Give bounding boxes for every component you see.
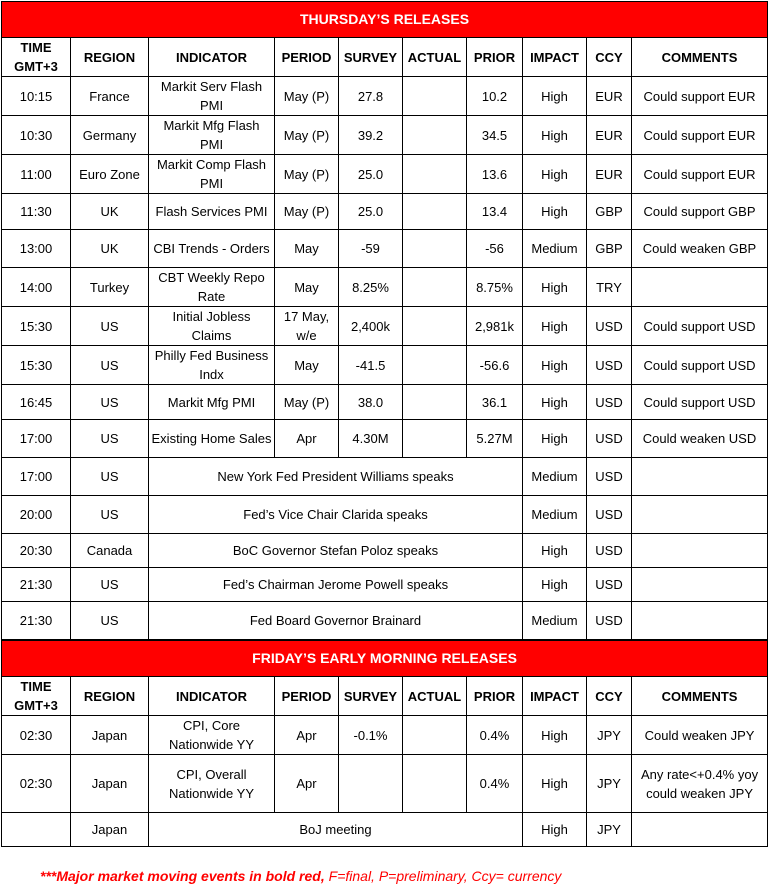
cell-time: 02:30 bbox=[2, 716, 71, 755]
column-header: TIME GMT+3 bbox=[2, 677, 71, 716]
cell-impact: High bbox=[523, 346, 587, 385]
column-header: REGION bbox=[71, 677, 149, 716]
cell-impact: Medium bbox=[523, 496, 587, 534]
event-row bbox=[2, 458, 768, 496]
section-banner bbox=[2, 641, 768, 677]
cell-time: 21:30 bbox=[2, 568, 71, 602]
cell-comments bbox=[632, 813, 768, 847]
release-row bbox=[2, 155, 768, 194]
cell-impact: High bbox=[523, 194, 587, 230]
cell-time: 20:00 bbox=[2, 496, 71, 534]
section-title: THURSDAY’S RELEASES bbox=[2, 2, 768, 38]
cell-time: 13:00 bbox=[2, 230, 71, 268]
cell-actual bbox=[403, 268, 467, 307]
cell-impact: High bbox=[523, 385, 587, 420]
cell-comments bbox=[632, 458, 768, 496]
column-header: SURVEY bbox=[339, 677, 403, 716]
cell-survey: -0.1% bbox=[339, 716, 403, 755]
cell-region: US bbox=[71, 420, 149, 458]
cell-ccy: USD bbox=[587, 385, 632, 420]
cell-impact: Medium bbox=[523, 602, 587, 640]
column-header: ACTUAL bbox=[403, 677, 467, 716]
cell-survey: 25.0 bbox=[339, 194, 403, 230]
event-row bbox=[2, 813, 768, 847]
cell-period: May (P) bbox=[275, 385, 339, 420]
column-header: ACTUAL bbox=[403, 38, 467, 77]
cell-ccy: JPY bbox=[587, 813, 632, 847]
cell-period: May bbox=[275, 230, 339, 268]
cell-prior: 8.75% bbox=[467, 268, 523, 307]
cell-ccy: EUR bbox=[587, 77, 632, 116]
cell-impact: High bbox=[523, 77, 587, 116]
header-row bbox=[2, 677, 768, 716]
cell-actual bbox=[403, 155, 467, 194]
cell-ccy: USD bbox=[587, 420, 632, 458]
cell-time: 20:30 bbox=[2, 534, 71, 568]
cell-ccy: USD bbox=[587, 496, 632, 534]
cell-region: Euro Zone bbox=[71, 155, 149, 194]
cell-time: 15:30 bbox=[2, 346, 71, 385]
cell-time: 02:30 bbox=[2, 755, 71, 813]
cell-period: May (P) bbox=[275, 116, 339, 155]
cell-region: US bbox=[71, 458, 149, 496]
cell-comments bbox=[632, 568, 768, 602]
cell-region: France bbox=[71, 77, 149, 116]
cell-ccy: JPY bbox=[587, 716, 632, 755]
cell-ccy: USD bbox=[587, 568, 632, 602]
cell-comments: Could support USD bbox=[632, 385, 768, 420]
cell-time: 11:00 bbox=[2, 155, 71, 194]
cell-survey: 4.30M bbox=[339, 420, 403, 458]
cell-region: US bbox=[71, 496, 149, 534]
cell-prior: -56 bbox=[467, 230, 523, 268]
cell-indicator: Philly Fed Business Indx bbox=[149, 346, 275, 385]
release-row bbox=[2, 716, 768, 755]
cell-actual bbox=[403, 716, 467, 755]
cell-survey: -59 bbox=[339, 230, 403, 268]
thursday-releases-table bbox=[1, 1, 768, 640]
cell-period: Apr bbox=[275, 716, 339, 755]
cell-time: 21:30 bbox=[2, 602, 71, 640]
cell-survey: 27.8 bbox=[339, 77, 403, 116]
cell-region: US bbox=[71, 346, 149, 385]
cell-comments: Could support EUR bbox=[632, 116, 768, 155]
column-header: PRIOR bbox=[467, 677, 523, 716]
cell-time: 10:30 bbox=[2, 116, 71, 155]
cell-survey: -41.5 bbox=[339, 346, 403, 385]
cell-comments: Could weaken USD bbox=[632, 420, 768, 458]
cell-indicator: Existing Home Sales bbox=[149, 420, 275, 458]
cell-comments: Any rate<+0.4% yoy could weaken JPY bbox=[632, 755, 768, 813]
cell-impact: High bbox=[523, 568, 587, 602]
cell-region: Canada bbox=[71, 534, 149, 568]
cell-period: May (P) bbox=[275, 155, 339, 194]
cell-region: US bbox=[71, 602, 149, 640]
cell-event: Fed’s Chairman Jerome Powell speaks bbox=[149, 568, 523, 602]
cell-comments: Could support USD bbox=[632, 346, 768, 385]
cell-time: 15:30 bbox=[2, 307, 71, 346]
column-header: CCY bbox=[587, 38, 632, 77]
event-row bbox=[2, 602, 768, 640]
header-row bbox=[2, 38, 768, 77]
cell-indicator: Flash Services PMI bbox=[149, 194, 275, 230]
cell-region: Japan bbox=[71, 716, 149, 755]
cell-prior: 13.6 bbox=[467, 155, 523, 194]
cell-comments bbox=[632, 534, 768, 568]
column-header: PERIOD bbox=[275, 677, 339, 716]
column-header: TIME GMT+3 bbox=[2, 38, 71, 77]
cell-survey: 38.0 bbox=[339, 385, 403, 420]
cell-actual bbox=[403, 116, 467, 155]
cell-ccy: GBP bbox=[587, 230, 632, 268]
cell-comments bbox=[632, 268, 768, 307]
release-row bbox=[2, 230, 768, 268]
cell-region: US bbox=[71, 568, 149, 602]
cell-time: 10:15 bbox=[2, 77, 71, 116]
section-title: FRIDAY’S EARLY MORNING RELEASES bbox=[2, 641, 768, 677]
cell-region: US bbox=[71, 307, 149, 346]
cell-actual bbox=[403, 346, 467, 385]
cell-ccy: TRY bbox=[587, 268, 632, 307]
cell-impact: High bbox=[523, 155, 587, 194]
release-row bbox=[2, 116, 768, 155]
column-header: PERIOD bbox=[275, 38, 339, 77]
footnote bbox=[40, 868, 561, 884]
cell-ccy: USD bbox=[587, 602, 632, 640]
release-row bbox=[2, 385, 768, 420]
cell-event: Fed Board Governor Brainard bbox=[149, 602, 523, 640]
release-row bbox=[2, 755, 768, 813]
cell-indicator: CPI, Overall Nationwide YY bbox=[149, 755, 275, 813]
cell-event: Fed’s Vice Chair Clarida speaks bbox=[149, 496, 523, 534]
cell-period: May bbox=[275, 346, 339, 385]
cell-comments bbox=[632, 602, 768, 640]
cell-time: 17:00 bbox=[2, 420, 71, 458]
cell-time: 16:45 bbox=[2, 385, 71, 420]
cell-ccy: USD bbox=[587, 307, 632, 346]
cell-indicator: Markit Serv Flash PMI bbox=[149, 77, 275, 116]
cell-survey: 2,400k bbox=[339, 307, 403, 346]
column-header: COMMENTS bbox=[632, 677, 768, 716]
cell-survey: 8.25% bbox=[339, 268, 403, 307]
release-row bbox=[2, 346, 768, 385]
cell-impact: High bbox=[523, 420, 587, 458]
section-banner bbox=[2, 2, 768, 38]
cell-period: Apr bbox=[275, 755, 339, 813]
cell-prior: -56.6 bbox=[467, 346, 523, 385]
cell-comments: Could support EUR bbox=[632, 77, 768, 116]
cell-actual bbox=[403, 755, 467, 813]
cell-region: UK bbox=[71, 230, 149, 268]
cell-indicator: CPI, Core Nationwide YY bbox=[149, 716, 275, 755]
cell-period: 17 May, w/e bbox=[275, 307, 339, 346]
cell-prior: 36.1 bbox=[467, 385, 523, 420]
cell-actual bbox=[403, 385, 467, 420]
cell-region: US bbox=[71, 385, 149, 420]
cell-ccy: JPY bbox=[587, 755, 632, 813]
release-row bbox=[2, 420, 768, 458]
cell-comments: Could support EUR bbox=[632, 155, 768, 194]
release-row bbox=[2, 307, 768, 346]
cell-comments bbox=[632, 496, 768, 534]
cell-actual bbox=[403, 230, 467, 268]
cell-region: Japan bbox=[71, 813, 149, 847]
event-row bbox=[2, 568, 768, 602]
column-header: IMPACT bbox=[523, 677, 587, 716]
cell-prior: 13.4 bbox=[467, 194, 523, 230]
column-header: SURVEY bbox=[339, 38, 403, 77]
cell-ccy: USD bbox=[587, 458, 632, 496]
cell-ccy: EUR bbox=[587, 116, 632, 155]
column-header: CCY bbox=[587, 677, 632, 716]
cell-comments: Could weaken JPY bbox=[632, 716, 768, 755]
column-header: INDICATOR bbox=[149, 677, 275, 716]
cell-impact: High bbox=[523, 268, 587, 307]
cell-indicator: CBI Trends - Orders bbox=[149, 230, 275, 268]
cell-survey: 25.0 bbox=[339, 155, 403, 194]
cell-prior: 0.4% bbox=[467, 755, 523, 813]
cell-time: 17:00 bbox=[2, 458, 71, 496]
cell-impact: Medium bbox=[523, 458, 587, 496]
cell-survey: 39.2 bbox=[339, 116, 403, 155]
cell-region: Turkey bbox=[71, 268, 149, 307]
release-row bbox=[2, 194, 768, 230]
cell-event: BoC Governor Stefan Poloz speaks bbox=[149, 534, 523, 568]
cell-region: Germany bbox=[71, 116, 149, 155]
cell-event: BoJ meeting bbox=[149, 813, 523, 847]
cell-survey bbox=[339, 755, 403, 813]
cell-period: May (P) bbox=[275, 194, 339, 230]
column-header: REGION bbox=[71, 38, 149, 77]
cell-time: 14:00 bbox=[2, 268, 71, 307]
cell-region: Japan bbox=[71, 755, 149, 813]
cell-indicator: Markit Mfg Flash PMI bbox=[149, 116, 275, 155]
column-header: IMPACT bbox=[523, 38, 587, 77]
cell-indicator: CBT Weekly Repo Rate bbox=[149, 268, 275, 307]
cell-event: New York Fed President Williams speaks bbox=[149, 458, 523, 496]
cell-actual bbox=[403, 307, 467, 346]
cell-impact: High bbox=[523, 116, 587, 155]
event-row bbox=[2, 496, 768, 534]
cell-impact: Medium bbox=[523, 230, 587, 268]
cell-indicator: Markit Comp Flash PMI bbox=[149, 155, 275, 194]
cell-actual bbox=[403, 420, 467, 458]
cell-period: May bbox=[275, 268, 339, 307]
cell-period: May (P) bbox=[275, 77, 339, 116]
footnote-bold: ***Major market moving events in bold red, bbox=[40, 868, 325, 884]
cell-prior: 10.2 bbox=[467, 77, 523, 116]
cell-impact: High bbox=[523, 755, 587, 813]
cell-comments: Could weaken GBP bbox=[632, 230, 768, 268]
event-row bbox=[2, 534, 768, 568]
cell-comments: Could support GBP bbox=[632, 194, 768, 230]
cell-ccy: USD bbox=[587, 534, 632, 568]
cell-actual bbox=[403, 77, 467, 116]
cell-ccy: GBP bbox=[587, 194, 632, 230]
cell-actual bbox=[403, 194, 467, 230]
cell-prior: 0.4% bbox=[467, 716, 523, 755]
cell-impact: High bbox=[523, 716, 587, 755]
cell-prior: 2,981k bbox=[467, 307, 523, 346]
cell-indicator: Initial Jobless Claims bbox=[149, 307, 275, 346]
release-row bbox=[2, 77, 768, 116]
cell-ccy: USD bbox=[587, 346, 632, 385]
release-row bbox=[2, 268, 768, 307]
cell-comments: Could support USD bbox=[632, 307, 768, 346]
cell-prior: 5.27M bbox=[467, 420, 523, 458]
footnote-rest: F=final, P=preliminary, Ccy= currency bbox=[324, 868, 562, 884]
cell-impact: High bbox=[523, 813, 587, 847]
cell-time bbox=[2, 813, 71, 847]
cell-time: 11:30 bbox=[2, 194, 71, 230]
cell-indicator: Markit Mfg PMI bbox=[149, 385, 275, 420]
column-header: INDICATOR bbox=[149, 38, 275, 77]
cell-impact: High bbox=[523, 307, 587, 346]
cell-ccy: EUR bbox=[587, 155, 632, 194]
column-header: COMMENTS bbox=[632, 38, 768, 77]
friday-releases-table bbox=[1, 640, 768, 847]
cell-region: UK bbox=[71, 194, 149, 230]
cell-impact: High bbox=[523, 534, 587, 568]
cell-prior: 34.5 bbox=[467, 116, 523, 155]
column-header: PRIOR bbox=[467, 38, 523, 77]
cell-period: Apr bbox=[275, 420, 339, 458]
